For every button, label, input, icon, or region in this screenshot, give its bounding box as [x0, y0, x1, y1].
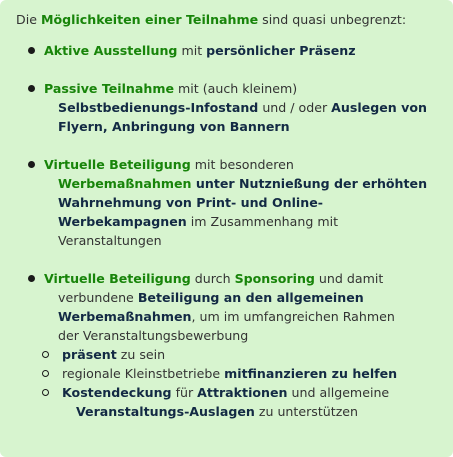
item-text: Veranstaltungen: [58, 233, 162, 248]
item-emphasis: Kostendeckung: [62, 385, 172, 400]
intro-suffix: sind quasi unbegrenzt:: [258, 12, 407, 27]
item-text: mit: [177, 43, 207, 58]
item-emphasis: persönlicher Präsenz: [206, 43, 356, 58]
item-text: der Veranstaltungsbewerbung: [58, 328, 249, 343]
item-emphasis: Attraktionen: [197, 385, 288, 400]
item-text: zu unterstützen: [254, 404, 359, 419]
intro-highlight: Möglichkeiten einer Teilnahme: [40, 12, 259, 27]
item-text: verbundene: [58, 290, 138, 305]
item-emphasis: Werbekampagnen: [58, 214, 187, 229]
item-emphasis: Beteiligung an den allgemeinen: [137, 290, 364, 305]
item-text: , um im umfangreichen Rahmen: [191, 309, 395, 324]
item-text: und allgemeine: [287, 385, 390, 400]
item-emphasis: Werbemaßnahmen: [58, 309, 192, 324]
sub-list-item: [40, 364, 439, 383]
intro-prefix: Die: [16, 12, 41, 27]
item-heading: Passive Teilnahme: [44, 81, 175, 96]
item-highlight: Werbemaßnahmen: [58, 176, 192, 191]
item-text: zu sein: [116, 347, 166, 362]
item-text: regionale Kleinstbetriebe: [62, 366, 225, 381]
item-heading: Aktive Ausstellung: [44, 43, 178, 58]
bullet-icon: [28, 275, 35, 282]
list-item-virtual-advertising: [16, 155, 439, 250]
bullet-icon: [28, 85, 35, 92]
item-emphasis: unter Nutznießung der erhöhten: [191, 176, 428, 191]
bullet-icon: [28, 47, 35, 54]
sub-list-item: [40, 345, 439, 364]
item-heading: Virtuelle Beteiligung: [44, 271, 191, 286]
sub-list-item: [40, 383, 439, 421]
circle-bullet-icon: [42, 351, 49, 358]
item-heading: Virtuelle Beteiligung: [44, 157, 191, 172]
item-text: mit besonderen: [190, 157, 294, 172]
circle-bullet-icon: [42, 370, 49, 377]
list-item-passive-participation: [16, 79, 439, 136]
item-text: im Zusammenhang mit: [186, 214, 339, 229]
bullet-icon: [28, 161, 35, 168]
item-emphasis: präsent: [62, 347, 117, 362]
item-emphasis: Veranstaltungs-Auslagen: [76, 404, 255, 419]
item-text: und damit: [314, 271, 384, 286]
item-emphasis: Wahrnehmung von Print- und Online-: [58, 195, 323, 210]
item-emphasis: mitfinanzieren zu helfen: [224, 366, 398, 381]
item-emphasis: Flyern, Anbringung von Bannern: [58, 119, 290, 134]
item-text: für: [171, 385, 198, 400]
item-text: durch: [190, 271, 235, 286]
intro-text: [16, 10, 439, 29]
item-text: mit (auch kleinem): [174, 81, 298, 96]
list-item-active-exhibition: [16, 41, 439, 60]
list-item-sponsoring: [16, 269, 439, 345]
circle-bullet-icon: [42, 389, 49, 396]
item-text: und / oder: [258, 100, 332, 115]
item-emphasis: Auslegen von: [331, 100, 427, 115]
item-highlight: Sponsoring: [234, 271, 315, 286]
item-emphasis: Selbstbedienungs-Infostand: [58, 100, 259, 115]
